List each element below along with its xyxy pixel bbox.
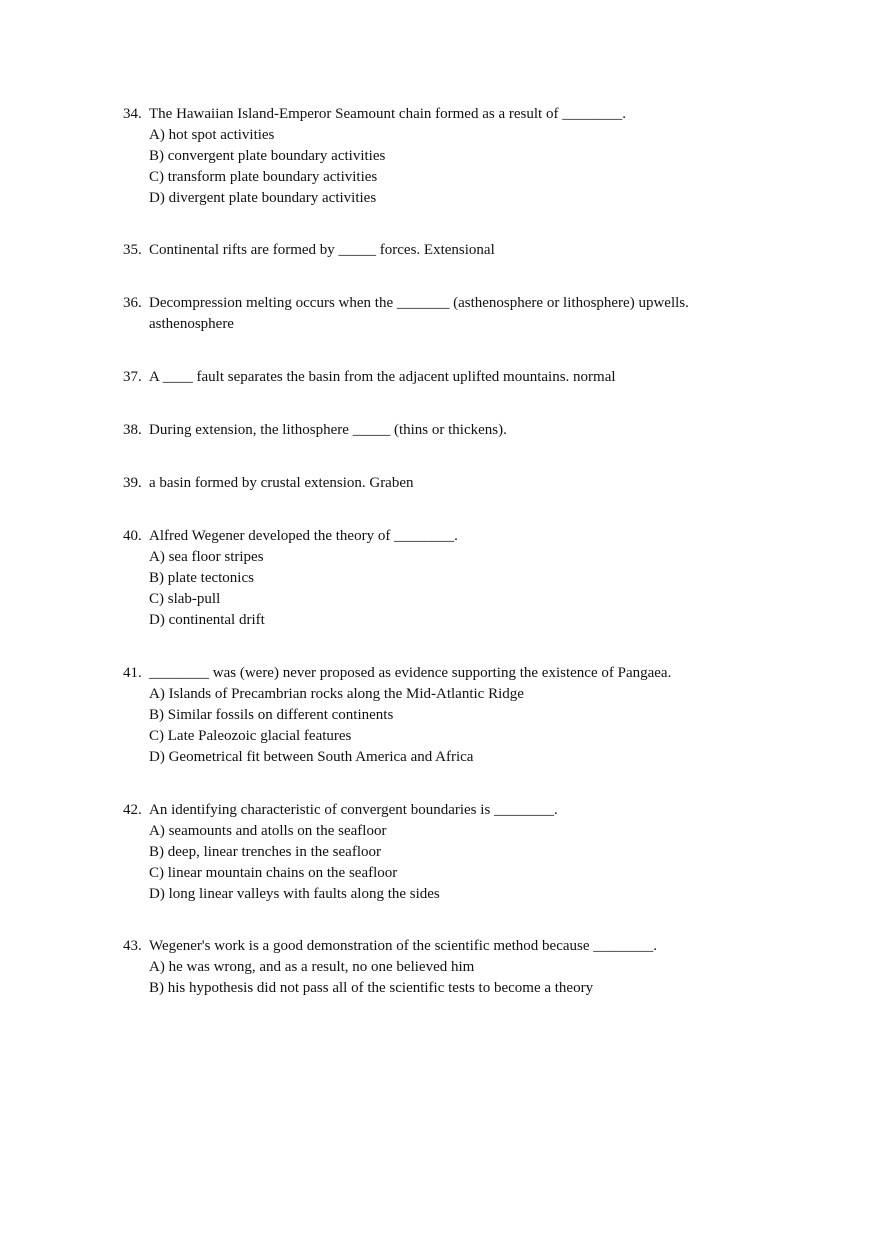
choice-c: C) slab-pull: [149, 591, 221, 607]
question-number: 43.: [123, 938, 142, 954]
question-number: 38.: [123, 422, 142, 438]
question-text: Wegener's work is a good demonstration of the scientific method because ________.: [149, 938, 658, 954]
choice-c: C) linear mountain chains on the seafloor: [149, 865, 398, 881]
question-number: 42.: [123, 802, 142, 818]
choice-b: B) convergent plate boundary activities: [149, 148, 386, 164]
question-text: ________ was (were) never proposed as evidence supporting the existence of Pangaea.: [149, 665, 672, 681]
choice-a: A) seamounts and atolls on the seafloor: [149, 823, 387, 839]
question-38: [123, 420, 803, 441]
choice-a: A) he was wrong, and as a result, no one believed him: [149, 959, 475, 975]
question-41: [123, 663, 803, 768]
question-number: 36.: [123, 295, 142, 311]
choice-d: D) divergent plate boundary activities: [149, 190, 377, 206]
question-34: [123, 104, 803, 209]
question-text: During extension, the lithosphere _____ (thins or thickens).: [149, 422, 507, 438]
question-number: 39.: [123, 475, 142, 491]
choice-a: A) Islands of Precambrian rocks along the Mid-Atlantic Ridge: [149, 686, 524, 702]
question-text: a basin formed by crustal extension. Graben: [149, 475, 414, 491]
question-40: [123, 526, 803, 631]
question-answer: asthenosphere: [149, 316, 234, 332]
choice-b: B) plate tectonics: [149, 570, 254, 586]
choice-b: B) Similar fossils on different continents: [149, 707, 394, 723]
choice-d: D) Geometrical fit between South America and Africa: [149, 749, 474, 765]
question-text: An identifying characteristic of convergent boundaries is ________.: [149, 802, 558, 818]
question-35: [123, 240, 803, 261]
choice-d: D) long linear valleys with faults along the sides: [149, 886, 440, 902]
choice-c: C) transform plate boundary activities: [149, 169, 378, 185]
question-number: 37.: [123, 369, 142, 385]
question-number: 40.: [123, 528, 142, 544]
choice-c: C) Late Paleozoic glacial features: [149, 728, 352, 744]
choice-a: A) sea floor stripes: [149, 549, 264, 565]
choice-b: B) his hypothesis did not pass all of the scientific tests to become a theory: [149, 980, 594, 996]
question-37: [123, 367, 803, 388]
choice-b: B) deep, linear trenches in the seafloor: [149, 844, 381, 860]
choice-a: A) hot spot activities: [149, 127, 275, 143]
question-43: [123, 936, 803, 999]
question-39: [123, 473, 803, 494]
question-text: The Hawaiian Island-Emperor Seamount chain formed as a result of ________.: [149, 106, 626, 122]
question-text: Decompression melting occurs when the _______ (asthenosphere or lithosphere) upwells.: [149, 295, 689, 311]
question-text: A ____ fault separates the basin from the adjacent uplifted mountains. normal: [149, 369, 616, 385]
choice-d: D) continental drift: [149, 612, 265, 628]
question-number: 35.: [123, 242, 142, 258]
question-number: 34.: [123, 106, 142, 122]
question-36: [123, 293, 803, 335]
question-42: [123, 800, 803, 905]
question-number: 41.: [123, 665, 142, 681]
question-text: Continental rifts are formed by _____ forces. Extensional: [149, 242, 495, 258]
question-text: Alfred Wegener developed the theory of ________.: [149, 528, 458, 544]
